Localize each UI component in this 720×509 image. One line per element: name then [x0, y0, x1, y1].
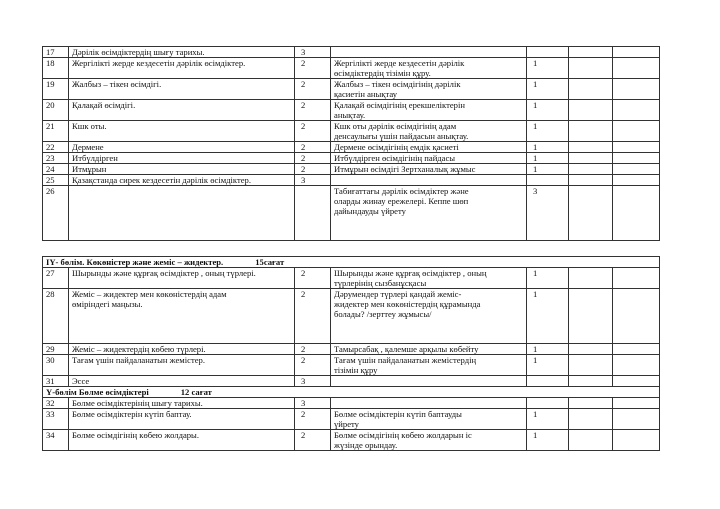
extra-cell — [569, 79, 613, 100]
practice-cell: Бөлме өсімдігінің көбею жолдарын іс жүзінде орындау. — [331, 430, 527, 451]
extra-cell — [613, 164, 660, 175]
extra-cell — [613, 79, 660, 100]
practice-hours-cell: 1 — [527, 409, 569, 430]
topic-cell: Дәрілік өсімдіктердің шығу тарихы. — [69, 47, 295, 58]
spacer-part — [43, 241, 660, 257]
hours-cell: 2 — [295, 100, 331, 121]
table-row — [43, 142, 660, 153]
extra-cell — [613, 430, 660, 451]
practice-cell: Табиғаттағы дәрілік өсімдіктер және оларды жинау ережелері. Кеппе шөп дайындауды үйрету — [331, 186, 527, 241]
table-row — [43, 121, 660, 142]
table-row — [43, 164, 660, 175]
practice-cell — [331, 376, 527, 387]
topic-cell: Бөлме өсімдіктерін күтіп баптау. — [69, 409, 295, 430]
extra-cell — [613, 355, 660, 376]
spacer-row — [43, 241, 660, 257]
practice-hours-cell: 1 — [527, 344, 569, 355]
row-number: 19 — [43, 79, 69, 100]
topic-cell: Кшк оты. — [69, 121, 295, 142]
section-header-row — [43, 257, 660, 268]
section-hours: 15сағат — [255, 257, 285, 267]
table-part-b — [43, 268, 660, 387]
practice-cell — [331, 175, 527, 186]
practice-hours-cell: 1 — [527, 289, 569, 344]
table-row — [43, 398, 660, 409]
practice-hours-cell — [527, 175, 569, 186]
section-4-part — [43, 257, 660, 268]
hours-cell: 3 — [295, 398, 331, 409]
hours-cell: 2 — [295, 121, 331, 142]
row-number: 26 — [43, 186, 69, 241]
topic-cell: Бөлме өсімдігінің көбею жолдары. — [69, 430, 295, 451]
table-row — [43, 153, 660, 164]
table-row — [43, 79, 660, 100]
extra-cell — [613, 100, 660, 121]
topic-cell: Итбүлдірген — [69, 153, 295, 164]
hours-cell: 3 — [295, 47, 331, 58]
practice-cell: Тағам үшін пайдаланатын жемістердің тізімін құру — [331, 355, 527, 376]
practice-cell: Жалбыз – тікен өсімдігінің дәрілік қасиетін анықтау — [331, 79, 527, 100]
table-part-a — [43, 47, 660, 241]
row-number: 29 — [43, 344, 69, 355]
table-row — [43, 430, 660, 451]
table-row — [43, 409, 660, 430]
row-number: 27 — [43, 268, 69, 289]
extra-cell — [613, 47, 660, 58]
extra-cell — [613, 268, 660, 289]
row-number: 21 — [43, 121, 69, 142]
extra-cell — [569, 409, 613, 430]
row-number: 31 — [43, 376, 69, 387]
hours-cell: 2 — [295, 79, 331, 100]
extra-cell — [613, 186, 660, 241]
practice-cell: Қалақай өсімдігінің ерекшеліктерін анықтау. — [331, 100, 527, 121]
hours-cell: 2 — [295, 409, 331, 430]
extra-cell — [569, 355, 613, 376]
extra-cell — [569, 142, 613, 153]
section-title: Ү-бөлім Бөлме өсімдіктері — [46, 387, 149, 397]
practice-hours-cell: 1 — [527, 58, 569, 79]
extra-cell — [569, 398, 613, 409]
row-number: 23 — [43, 153, 69, 164]
table-row — [43, 186, 660, 241]
extra-cell — [569, 100, 613, 121]
hours-cell: 2 — [295, 430, 331, 451]
topic-cell: Жергілікті жерде кездесетін дәрілік өсімдіктер. — [69, 58, 295, 79]
row-number: 34 — [43, 430, 69, 451]
extra-cell — [613, 153, 660, 164]
extra-cell — [569, 47, 613, 58]
extra-cell — [613, 289, 660, 344]
practice-hours-cell: 3 — [527, 186, 569, 241]
section-header-row — [43, 387, 660, 398]
practice-hours-cell — [527, 398, 569, 409]
hours-cell — [295, 186, 331, 241]
section-hours: 12 сағат — [180, 387, 212, 397]
topic-cell: Эссе — [69, 376, 295, 387]
practice-hours-cell: 1 — [527, 153, 569, 164]
extra-cell — [569, 268, 613, 289]
hours-cell: 2 — [295, 153, 331, 164]
extra-cell — [613, 398, 660, 409]
practice-hours-cell: 1 — [527, 79, 569, 100]
hours-cell: 2 — [295, 142, 331, 153]
hours-cell: 2 — [295, 58, 331, 79]
topic-cell: Итмұрын — [69, 164, 295, 175]
practice-cell: Дәрумендер түрлері қандай жеміс- жидектер мен көкөністердің құрамында болады? /зерттеу жұмысы/ — [331, 289, 527, 344]
extra-cell — [613, 58, 660, 79]
practice-hours-cell: 1 — [527, 164, 569, 175]
row-number: 28 — [43, 289, 69, 344]
extra-cell — [569, 344, 613, 355]
practice-cell: Итбүлдірген өсімдігінің пайдасы — [331, 153, 527, 164]
extra-cell — [613, 376, 660, 387]
table-row — [43, 100, 660, 121]
hours-cell: 2 — [295, 355, 331, 376]
hours-cell: 2 — [295, 268, 331, 289]
row-number: 33 — [43, 409, 69, 430]
extra-cell — [569, 430, 613, 451]
practice-cell — [331, 47, 527, 58]
table-row — [43, 268, 660, 289]
practice-cell: Шырынды және құрғақ өсімдіктер , оның түрлерінің сызбанұсқасы — [331, 268, 527, 289]
practice-hours-cell: 1 — [527, 268, 569, 289]
extra-cell — [613, 344, 660, 355]
row-number: 25 — [43, 175, 69, 186]
extra-cell — [569, 164, 613, 175]
extra-cell — [569, 289, 613, 344]
practice-cell: Тамырсабақ , қалемше арқылы көбейту — [331, 344, 527, 355]
practice-hours-cell: 1 — [527, 100, 569, 121]
topic-cell: Дермене — [69, 142, 295, 153]
table-row — [43, 289, 660, 344]
table-row — [43, 376, 660, 387]
row-number: 32 — [43, 398, 69, 409]
practice-hours-cell — [527, 47, 569, 58]
extra-cell — [569, 153, 613, 164]
table-row — [43, 58, 660, 79]
extra-cell — [569, 121, 613, 142]
topic-cell: Шырынды және құрғақ өсімдіктер , оның түрлері. — [69, 268, 295, 289]
topic-cell: Жалбыз – тікен өсімдігі. — [69, 79, 295, 100]
hours-cell: 3 — [295, 376, 331, 387]
practice-cell: Итмұрын өсімдігі Зертханалық жұмыс — [331, 164, 527, 175]
hours-cell: 2 — [295, 344, 331, 355]
topic-cell: Жеміс – жидектердің көбею түрлері. — [69, 344, 295, 355]
row-number: 20 — [43, 100, 69, 121]
topic-cell: Қалақай өсімдігі. — [69, 100, 295, 121]
table-row — [43, 175, 660, 186]
hours-cell: 3 — [295, 175, 331, 186]
row-number: 24 — [43, 164, 69, 175]
practice-hours-cell: 1 — [527, 142, 569, 153]
practice-cell: Жергілікті жерде кездесетін дәрілік өсімдіктердің тізімін құру. — [331, 58, 527, 79]
table-row — [43, 355, 660, 376]
extra-cell — [613, 121, 660, 142]
section-title: ІҮ- бөлім. Көкөністер және жеміс – жидектер. — [46, 257, 224, 267]
practice-hours-cell — [527, 376, 569, 387]
hours-cell: 2 — [295, 289, 331, 344]
row-number: 18 — [43, 58, 69, 79]
hours-cell: 2 — [295, 164, 331, 175]
row-number: 22 — [43, 142, 69, 153]
extra-cell — [569, 186, 613, 241]
topic-cell: Бөлме өсімдіктерінің шығу тарихы. — [69, 398, 295, 409]
practice-cell: Дермене өсімдігінің емдік қасиеті — [331, 142, 527, 153]
extra-cell — [569, 58, 613, 79]
extra-cell — [569, 376, 613, 387]
curriculum-table — [42, 46, 660, 451]
table-row — [43, 47, 660, 58]
practice-hours-cell: 1 — [527, 355, 569, 376]
row-number: 30 — [43, 355, 69, 376]
practice-hours-cell: 1 — [527, 430, 569, 451]
topic-cell — [69, 186, 295, 241]
practice-cell: Бөлме өсімдіктерін күтіп баптауды үйрету — [331, 409, 527, 430]
extra-cell — [613, 142, 660, 153]
extra-cell — [569, 175, 613, 186]
practice-cell — [331, 398, 527, 409]
section-5-part — [43, 387, 660, 398]
topic-cell: Жеміс – жидектер мен көкөністердің адам өміріндегі маңызы. — [69, 289, 295, 344]
row-number: 17 — [43, 47, 69, 58]
table-row — [43, 344, 660, 355]
topic-cell: Тағам үшін пайдаланатын жемістер. — [69, 355, 295, 376]
extra-cell — [613, 175, 660, 186]
table-part-c — [43, 398, 660, 451]
topic-cell: Қазақстанда сирек кездесетін дәрілік өсімдіктер. — [69, 175, 295, 186]
extra-cell — [613, 409, 660, 430]
practice-hours-cell: 1 — [527, 121, 569, 142]
practice-cell: Кшк оты дәрілік өсімдігінің адам денсаулығы үшін пайдасын анықтау. — [331, 121, 527, 142]
